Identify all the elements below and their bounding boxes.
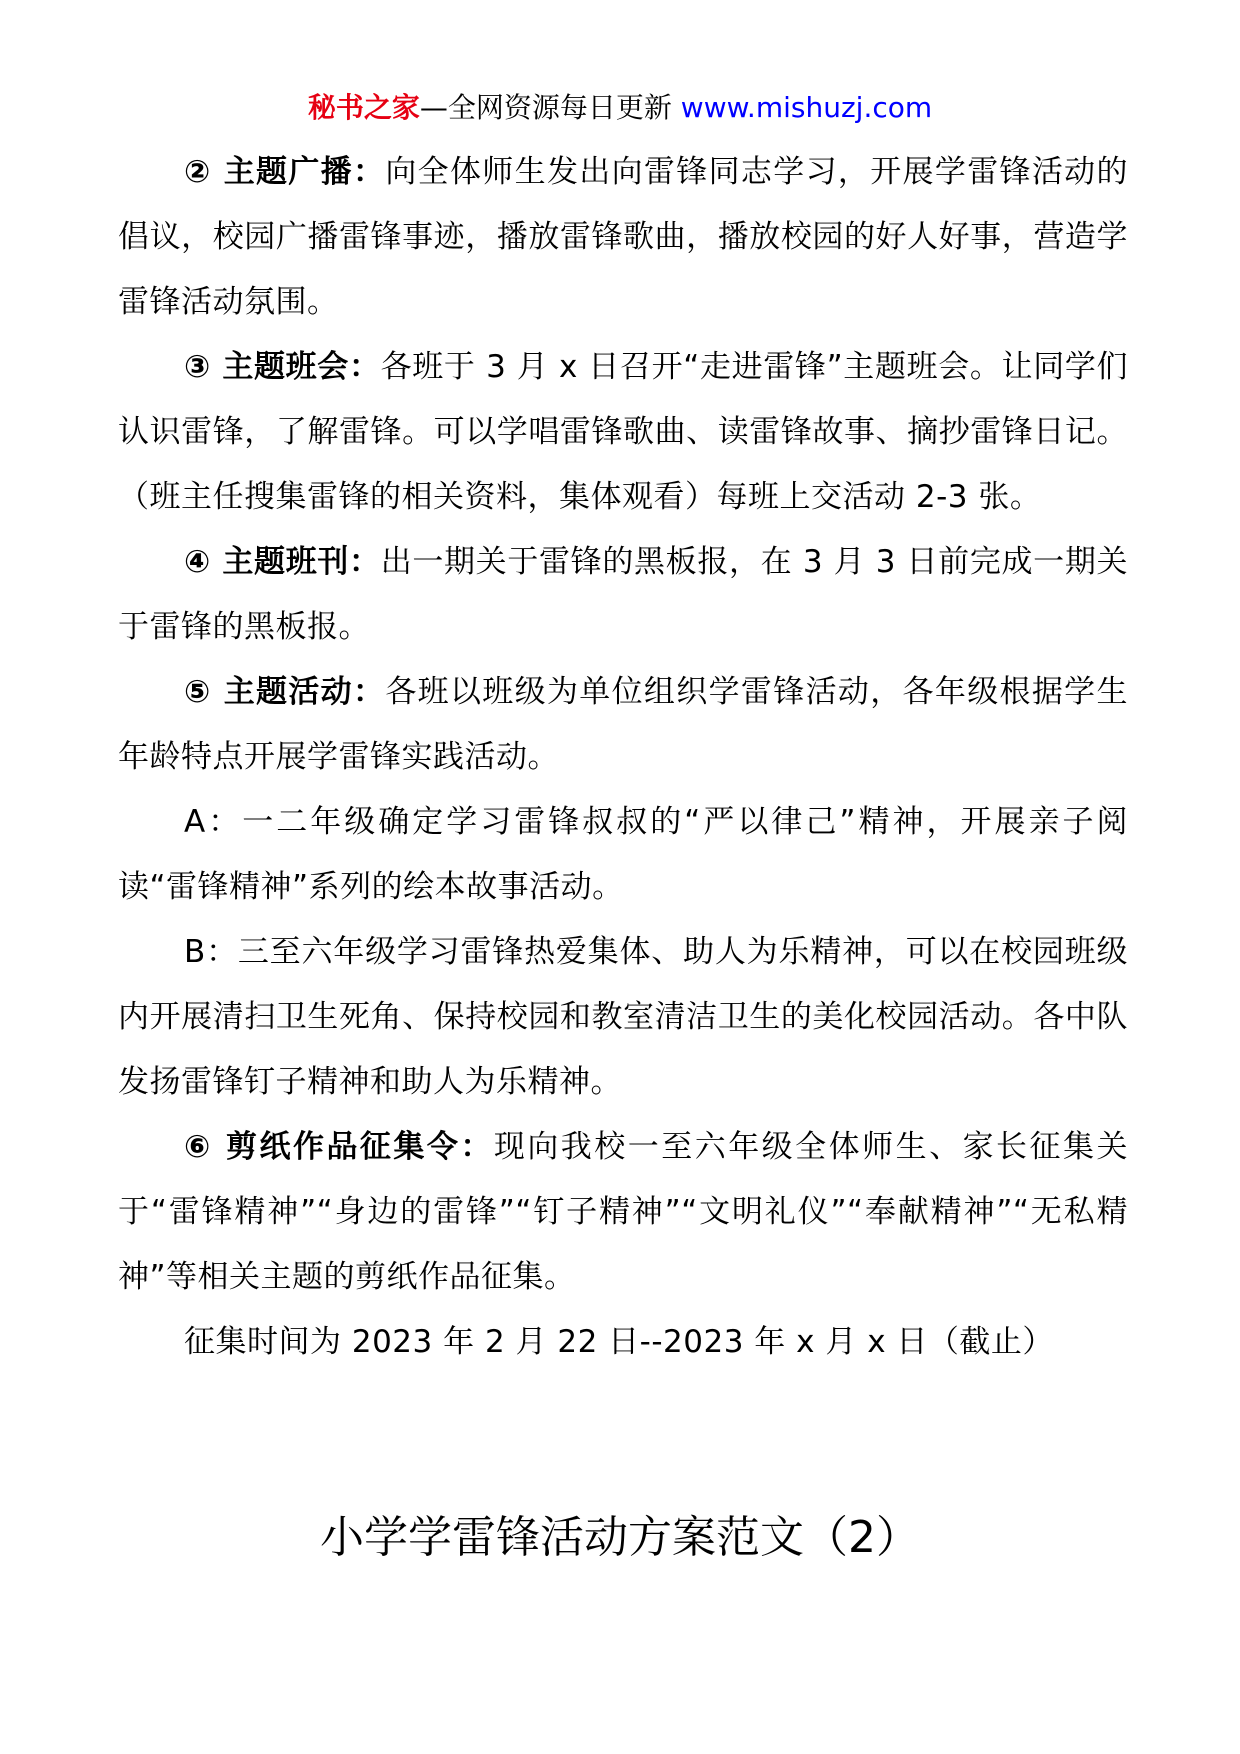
paragraph-text: 各班于 3 月 x 日召开“走进雷锋”主题班会。让同学们认识雷锋，了解雷锋。可以学唱雷锋歌曲、读雷锋故事、摘抄雷锋日记。（班主任搜集雷锋的相关资料，集体观看）每班上交活动 2-3 张。 — [118, 349, 1128, 515]
paragraph-text: 出一期关于雷锋的黑板报，在 3 月 3 日前完成一期关于雷锋的黑板报。 — [118, 544, 1128, 645]
paragraph-grade-b — [118, 920, 1128, 1115]
site-brand: 秘书之家 — [307, 91, 420, 124]
paragraph-paper-cut-call — [118, 1115, 1128, 1310]
paragraph-text: 征集时间为 2023 年 2 月 22 日--2023 年 x 月 x 日（截止） — [184, 1324, 1054, 1360]
paragraph-collection-period — [118, 1310, 1128, 1375]
paragraph-theme-class-meeting — [118, 335, 1128, 530]
site-url-link[interactable]: www.mishuzj.com — [680, 91, 933, 124]
paragraph-grade-a — [118, 790, 1128, 920]
paragraph-text: 现向我校一至六年级全体师生、家长征集关于“雷锋精神”“身边的雷锋”“钉子精神”“文明礼仪”“奉献精神”“无私精神”等相关主题的剪纸作品征集。 — [118, 1129, 1128, 1295]
paragraph-text: 向全体师生发出向雷锋同志学习，开展学雷锋活动的倡议，校园广播雷锋事迹，播放雷锋歌曲，播放校园的好人好事，营造学雷锋活动氛围。 — [118, 154, 1128, 320]
section-title: 小学学雷锋活动方案范文（2） — [320, 1512, 920, 1563]
paragraph-label: ③ 主题班会： — [184, 349, 381, 385]
paragraph-text: B：三至六年级学习雷锋热爱集体、助人为乐精神，可以在校园班级内开展清扫卫生死角、保持校园和教室清洁卫生的美化校园活动。各中队发扬雷锋钉子精神和助人为乐精神。 — [118, 934, 1128, 1100]
paragraph-label: ⑤ 主题活动： — [184, 674, 386, 710]
paragraph-text: 各班以班级为单位组织学雷锋活动，各年级根据学生年龄特点开展学雷锋实践活动。 — [118, 674, 1128, 775]
paragraph-theme-blackboard — [118, 530, 1128, 660]
document-body — [118, 140, 1128, 1375]
paragraph-label: ⑥ 剪纸作品征集令： — [184, 1129, 494, 1165]
paragraph-theme-broadcast — [118, 140, 1128, 335]
site-header — [0, 88, 1240, 128]
site-tagline: —全网资源每日更新 — [419, 91, 672, 124]
paragraph-text: A：一二年级确定学习雷锋叔叔的“严以律己”精神，开展亲子阅读“雷锋精神”系列的绘本故事活动。 — [118, 804, 1128, 905]
paragraph-theme-activity — [118, 660, 1128, 790]
paragraph-label: ② 主题广播： — [184, 154, 386, 190]
paragraph-label: ④ 主题班刊： — [184, 544, 381, 580]
